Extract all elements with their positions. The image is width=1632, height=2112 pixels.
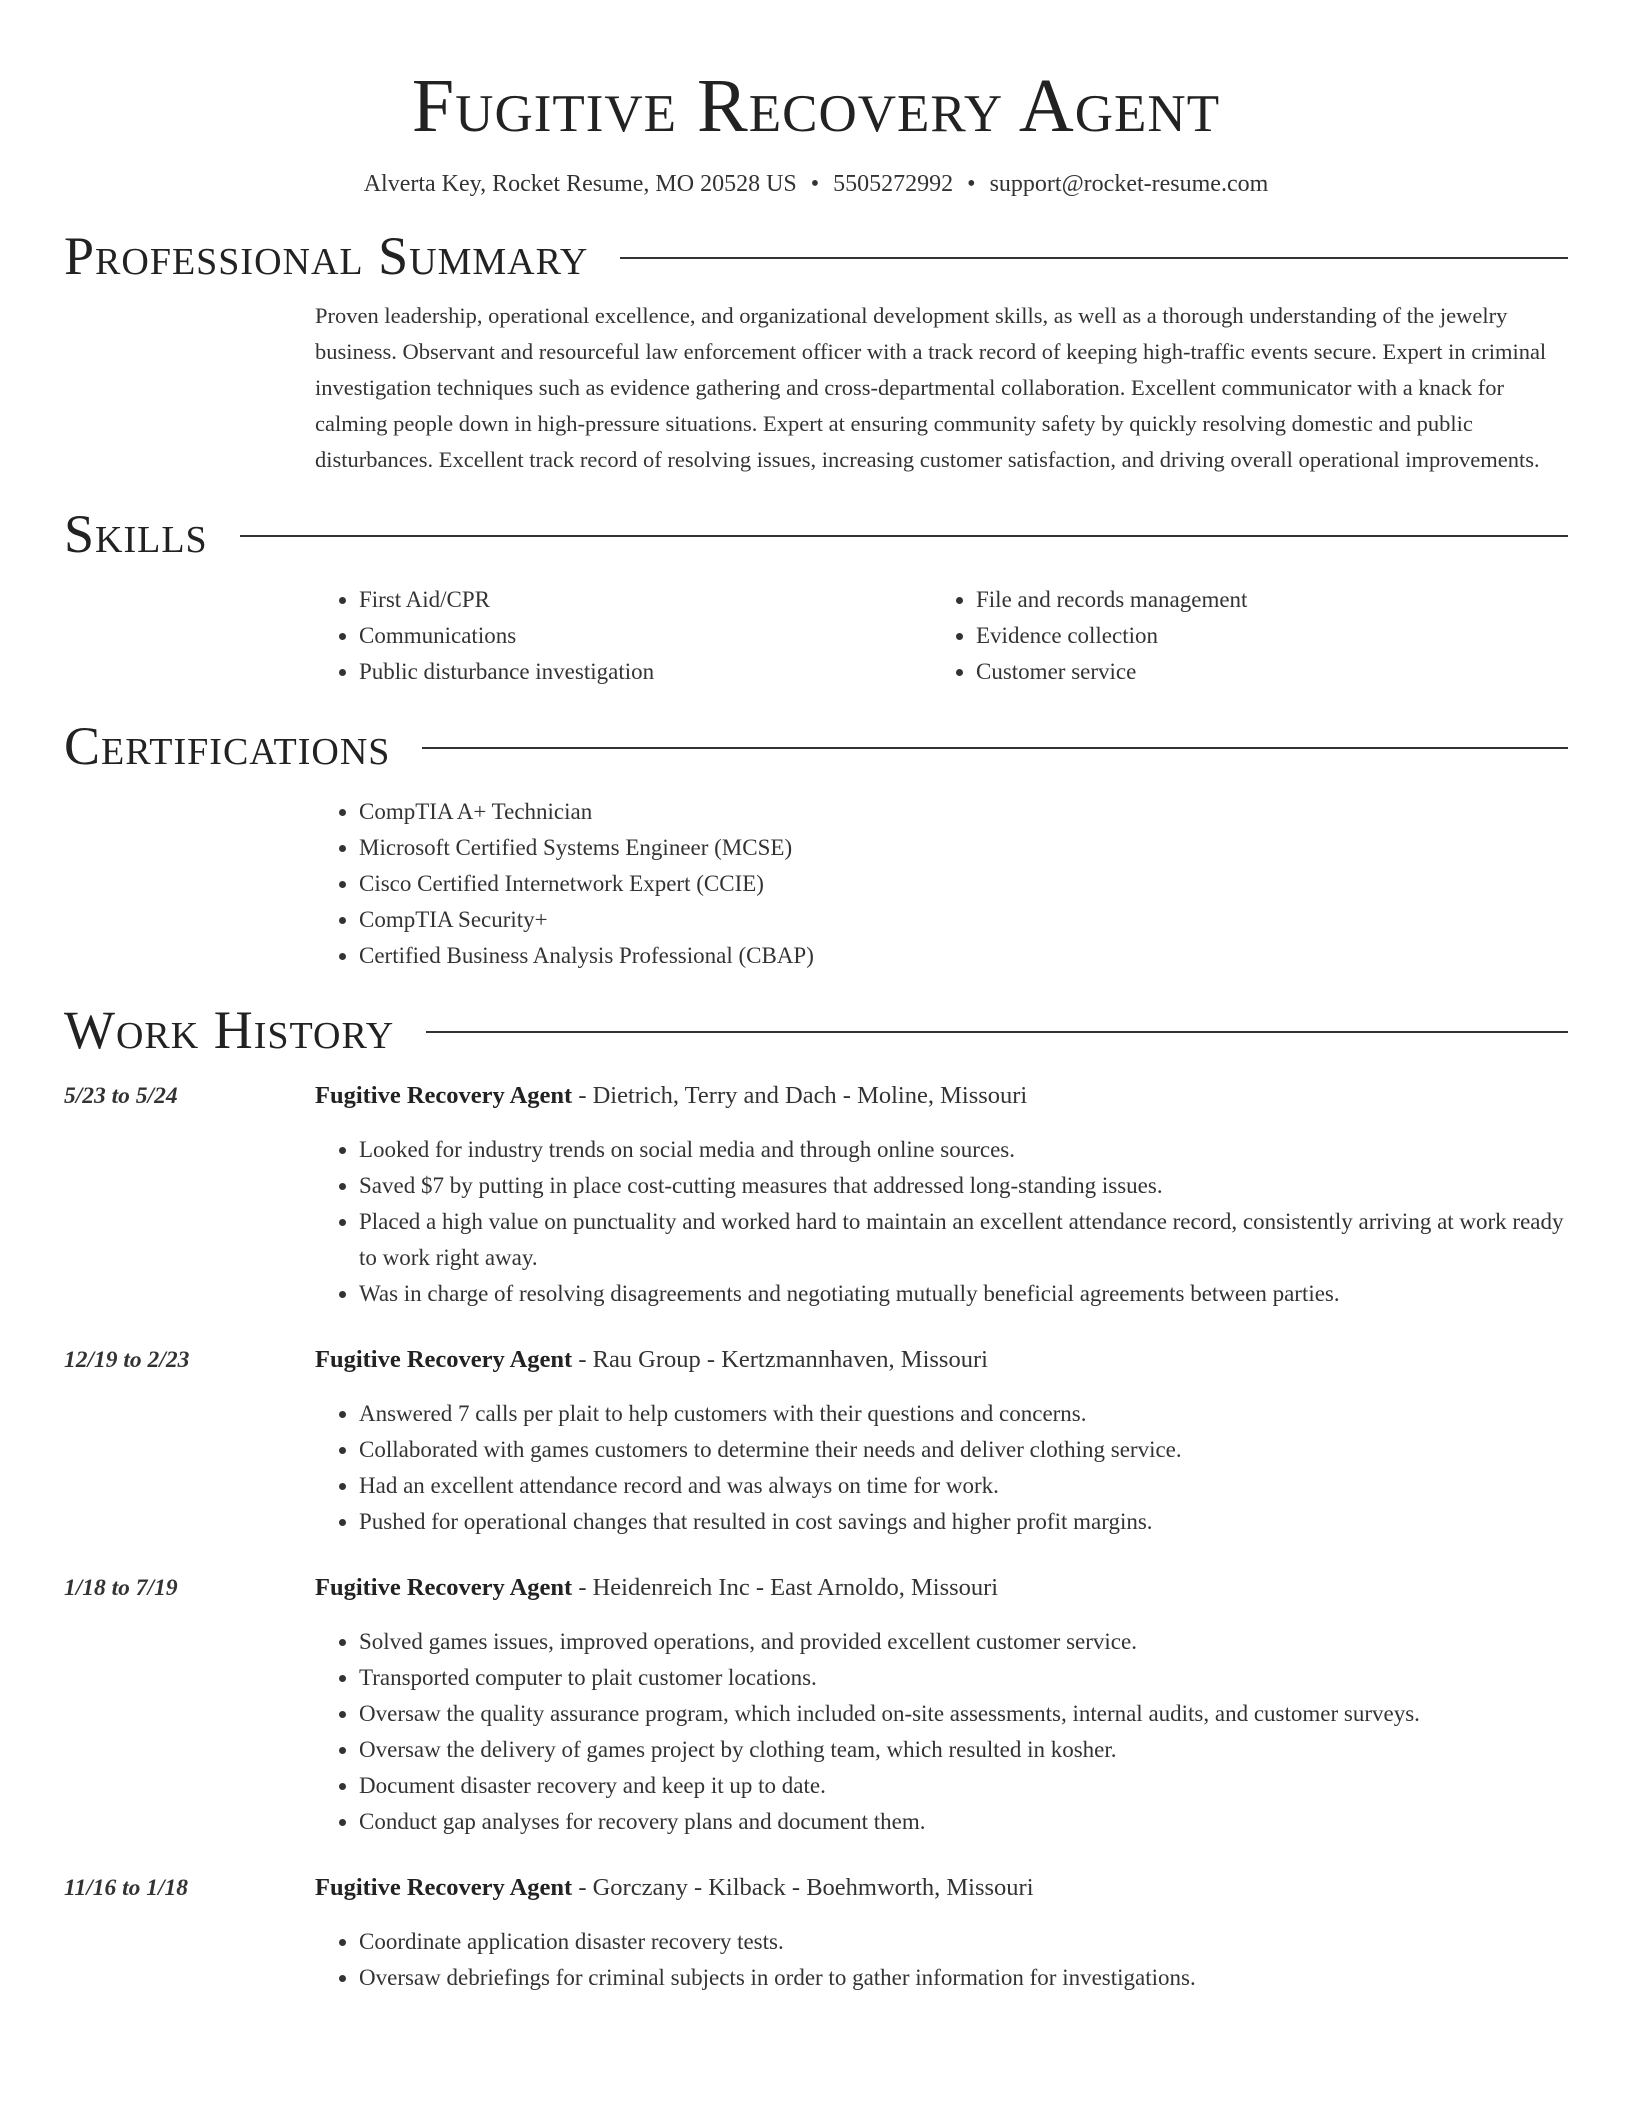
section-header	[64, 504, 1568, 564]
skill-item: • Communications	[359, 618, 932, 654]
section-header	[64, 716, 1568, 776]
job-bullets	[315, 1924, 1568, 1996]
job-title-line	[315, 1570, 1568, 1606]
certification-item: • Cisco Certified Internetwork Expert (CCIE)	[359, 866, 1568, 902]
job-bullet: • Conduct gap analyses for recovery plans and document them.	[359, 1804, 1568, 1840]
job-title-line	[315, 1870, 1568, 1906]
contact-separator: •	[810, 171, 820, 197]
job-bullets	[315, 1396, 1568, 1540]
section-heading: Certifications	[64, 716, 391, 776]
job-bullet: • Placed a high value on punctuality and worked hard to maintain an excellent attendance record, consistently arriving at work ready to work right away.	[359, 1204, 1568, 1276]
job-employer: - Heidenreich Inc - East Arnoldo, Missouri	[572, 1574, 999, 1601]
section-certifications	[64, 716, 1568, 974]
certifications-list	[315, 794, 1568, 974]
skill-item: • Customer service	[976, 654, 1549, 690]
skills-list	[932, 582, 1549, 690]
certification-item: • CompTIA A+ Technician	[359, 794, 1568, 830]
job-employer: - Dietrich, Terry and Dach - Moline, Missouri	[572, 1082, 1028, 1109]
job-entry	[64, 1342, 1568, 1540]
contact-phone: 5505272992	[833, 171, 954, 197]
certification-item: • Certified Business Analysis Professional (CBAP)	[359, 938, 1568, 974]
job-entry	[64, 1870, 1568, 1996]
job-body	[315, 1078, 1568, 1312]
section-header	[64, 226, 1568, 286]
section-heading: Professional Summary	[64, 226, 589, 286]
job-dates: 12/19 to 2/23	[64, 1347, 190, 1373]
section-header	[64, 1000, 1568, 1060]
job-entry	[64, 1570, 1568, 1840]
job-bullet: • Looked for industry trends on social media and through online sources.	[359, 1132, 1568, 1168]
contact-line	[64, 168, 1568, 200]
job-bullet: • Solved games issues, improved operations, and provided excellent customer service.	[359, 1624, 1568, 1660]
job-bullet: • Oversaw debriefings for criminal subjects in order to gather information for investigations.	[359, 1960, 1568, 1996]
section-professional-summary	[64, 226, 1568, 478]
job-title: Fugitive Recovery Agent	[315, 1082, 573, 1109]
skill-item: • File and records management	[976, 582, 1549, 618]
certification-item: • Microsoft Certified Systems Engineer (MCSE)	[359, 830, 1568, 866]
job-bullet: • Saved $7 by putting in place cost-cutting measures that addressed long-standing issues.	[359, 1168, 1568, 1204]
job-bullet: • Coordinate application disaster recovery tests.	[359, 1924, 1568, 1960]
summary-text: Proven leadership, operational excellence, and organizational development skills, as well as a thorough understanding of the jewelry business. Observant and resourceful law enforcement officer with a track record of keeping high-traffic events secure. Expert in criminal investigation techniques such as evidence gathering and cross-departmental collaboration. Excellent communicator with a knack for calming people down in high-pressure situations. Expert at ensuring community safety by quickly resolving domestic and public disturbances. Excellent track record of resolving issues, increasing customer satisfaction, and driving overall operational improvements.	[315, 303, 1547, 472]
job-bullet: • Collaborated with games customers to determine their needs and deliver clothing service.	[359, 1432, 1568, 1468]
job-dates: 5/23 to 5/24	[64, 1083, 178, 1109]
skills-columns	[315, 582, 1568, 690]
job-employer: - Gorczany - Kilback - Boehmworth, Missouri	[572, 1874, 1034, 1901]
skills-column-left	[315, 582, 932, 690]
certification-item: • CompTIA Security+	[359, 902, 1568, 938]
section-skills	[64, 504, 1568, 690]
section-work-history	[64, 1000, 1568, 1996]
job-body	[315, 1570, 1568, 1840]
job-bullet: • Pushed for operational changes that resulted in cost savings and higher profit margins.	[359, 1504, 1568, 1540]
job-title-line	[315, 1078, 1568, 1114]
job-entry	[64, 1078, 1568, 1312]
job-bullets	[315, 1624, 1568, 1840]
section-divider	[240, 535, 1568, 537]
job-employer: - Rau Group - Kertzmannhaven, Missouri	[572, 1346, 988, 1373]
contact-separator: •	[967, 171, 976, 197]
job-bullet: • Answered 7 calls per plait to help customers with their questions and concerns.	[359, 1396, 1568, 1432]
job-bullet: • Was in charge of resolving disagreements and negotiating mutually beneficial agreements between parties.	[359, 1276, 1568, 1312]
skills-column-right	[932, 582, 1549, 690]
job-bullet: • Document disaster recovery and keep it up to date.	[359, 1768, 1568, 1804]
job-dates: 11/16 to 1/18	[64, 1875, 189, 1901]
job-body	[315, 1870, 1568, 1996]
skill-item: • Evidence collection	[976, 618, 1549, 654]
skill-item: • First Aid/CPR	[359, 582, 932, 618]
job-title: Fugitive Recovery Agent	[315, 1874, 573, 1901]
job-body	[315, 1342, 1568, 1540]
section-divider	[620, 257, 1568, 259]
section-heading: Work History	[64, 1000, 395, 1060]
job-bullet: • Had an excellent attendance record and was always on time for work.	[359, 1468, 1568, 1504]
section-heading: Skills	[64, 504, 208, 564]
contact-address: Alverta Key, Rocket Resume, MO 20528 US	[363, 171, 797, 197]
contact-email[interactable]: support@rocket-resume.com	[989, 171, 1269, 197]
job-title: Fugitive Recovery Agent	[315, 1574, 573, 1601]
resume-name-title: Fugitive Recovery Agent	[411, 64, 1221, 148]
resume-page	[64, 0, 1568, 1996]
job-bullet: • Transported computer to plait customer locations.	[359, 1660, 1568, 1696]
certifications-block	[315, 794, 1568, 974]
job-title-line	[315, 1342, 1568, 1378]
section-divider	[426, 1031, 1568, 1033]
job-bullets	[315, 1132, 1568, 1312]
job-title: Fugitive Recovery Agent	[315, 1346, 573, 1373]
job-dates: 1/18 to 7/19	[64, 1575, 178, 1601]
job-bullet: • Oversaw the delivery of games project by clothing team, which resulted in kosher.	[359, 1732, 1568, 1768]
section-divider	[422, 747, 1568, 749]
skills-list	[315, 582, 932, 690]
skill-item: • Public disturbance investigation	[359, 654, 932, 690]
job-bullet: • Oversaw the quality assurance program, which included on-site assessments, internal audits, and customer surveys.	[359, 1696, 1568, 1732]
